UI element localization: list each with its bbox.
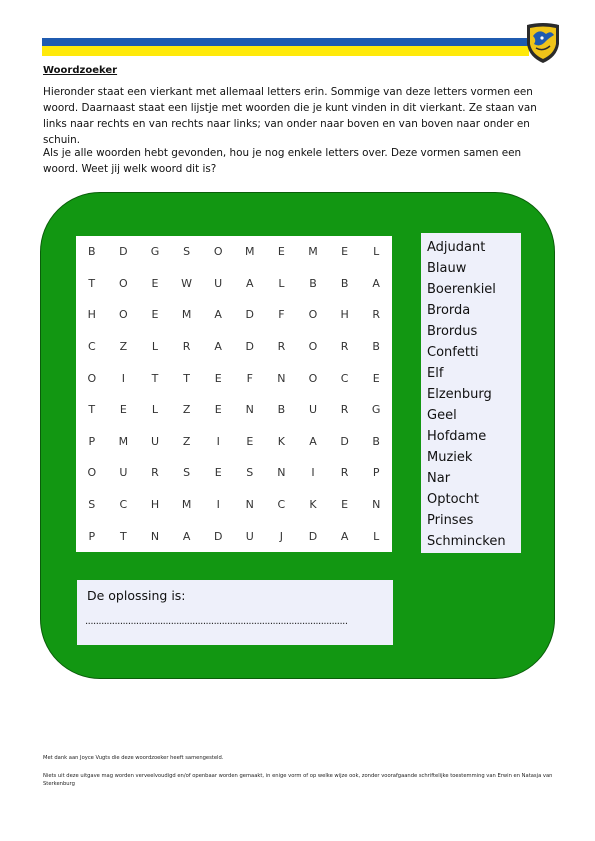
grid-cell[interactable]: N (245, 403, 254, 417)
grid-cell[interactable]: A (214, 340, 222, 354)
word-list-item: Blauw (427, 261, 467, 276)
grid-cell[interactable]: I (311, 466, 315, 480)
grid-cell[interactable]: T (183, 371, 190, 385)
grid-cell[interactable]: A (372, 276, 380, 290)
grid-cell[interactable]: O (308, 308, 318, 322)
grid-cell[interactable]: R (277, 340, 286, 354)
grid-cell[interactable]: M (181, 498, 192, 512)
grid-cell[interactable]: R (372, 308, 381, 322)
grid-cell[interactable]: R (340, 340, 349, 354)
grid-cell[interactable]: C (119, 498, 128, 512)
copyright-note: Niets uit deze uitgave mag worden verveelvoudigd en/of openbaar worden gemaakt, in enige vorm of op welke wijze ook, zonder voorafgaande schriftelijke toestemming van Erwin en Natasja van Sterkenburg (43, 773, 553, 787)
grid-cell[interactable]: B (340, 276, 349, 290)
grid-cell[interactable]: D (308, 529, 318, 543)
word-list-item: Elf (427, 366, 444, 381)
grid-cell[interactable]: O (213, 245, 223, 259)
grid-cell[interactable]: S (88, 498, 96, 512)
grid-cell[interactable]: B (372, 340, 380, 354)
page-title: Woordzoeker (43, 65, 118, 76)
grid-cell[interactable]: D (213, 529, 223, 543)
grid-cell[interactable]: A (309, 434, 317, 448)
grid-cell[interactable]: C (277, 498, 286, 512)
grid-cell[interactable]: U (245, 529, 254, 543)
grid-cell[interactable]: A (246, 276, 254, 290)
grid-cell[interactable]: W (181, 276, 193, 290)
grid-cell[interactable]: L (373, 245, 380, 259)
grid-cell[interactable]: I (121, 371, 126, 385)
grid-cell[interactable]: K (277, 434, 285, 448)
word-list-item: Geel (427, 408, 457, 423)
grid-cell[interactable]: U (214, 276, 223, 290)
word-list-item: Prinses (427, 513, 474, 528)
grid-cell[interactable]: L (151, 403, 159, 417)
grid-cell[interactable]: T (88, 276, 96, 290)
grid-cell[interactable]: Z (119, 340, 128, 354)
solution-answer-line[interactable]: .................................................................................................. (85, 616, 348, 627)
grid-cell[interactable]: H (87, 308, 96, 322)
grid-cell[interactable]: C (87, 340, 96, 354)
grid-cell[interactable]: E (246, 434, 254, 448)
grid-cell[interactable]: P (88, 434, 96, 448)
grid-cell[interactable]: M (308, 245, 318, 259)
grid-cell[interactable]: E (341, 498, 349, 512)
word-list-item: Brordus (427, 324, 478, 339)
grid-cell[interactable]: B (372, 434, 380, 448)
grid-cell[interactable]: B (88, 245, 96, 259)
solution-label: De oplossing is: (87, 588, 186, 603)
grid-cell[interactable]: T (151, 371, 159, 385)
grid-cell[interactable]: B (277, 403, 286, 417)
grid-cell[interactable]: H (340, 308, 349, 322)
grid-cell[interactable]: S (183, 466, 191, 480)
grid-cell[interactable]: F (246, 371, 253, 385)
grid-cell[interactable]: I (216, 434, 220, 448)
grid-cell[interactable]: J (279, 529, 284, 543)
header-band-yellow (42, 46, 529, 56)
grid-cell[interactable]: E (151, 308, 159, 322)
credits-note: Met dank aan Joyce Vugts die deze woordzoeker heeft samengesteld. (43, 755, 224, 761)
grid-cell[interactable]: D (340, 434, 349, 448)
grid-cell[interactable]: N (245, 498, 254, 512)
grid-cell[interactable]: F (278, 308, 285, 322)
grid-cell[interactable]: T (120, 529, 127, 543)
grid-cell[interactable]: C (340, 371, 349, 385)
word-list-item: Boerenkiel (427, 282, 496, 297)
grid-cell[interactable]: R (340, 403, 349, 417)
grid-cell[interactable]: K (309, 498, 317, 512)
grid-cell[interactable]: S (246, 466, 254, 480)
question-paragraph: Als je alle woorden hebt gevonden, hou je nog enkele letters over. Deze vormen samen een woord. Weet jij welk woord dit is? (43, 147, 522, 175)
grid-cell[interactable]: P (372, 466, 380, 480)
grid-cell[interactable]: E (277, 245, 285, 259)
grid-cell[interactable]: N (150, 529, 160, 543)
grid-cell[interactable]: E (214, 403, 222, 417)
grid-cell[interactable]: M (181, 308, 192, 322)
grid-cell[interactable]: A (214, 308, 222, 322)
grid-cell[interactable]: O (119, 276, 128, 290)
grid-cell[interactable]: O (87, 466, 97, 480)
grid-cell[interactable]: O (308, 340, 318, 354)
grid-cell[interactable]: N (277, 371, 286, 385)
grid-cell[interactable]: D (119, 245, 128, 259)
grid-cell[interactable]: S (183, 245, 191, 259)
word-list-item: Elzenburg (427, 387, 492, 402)
grid-cell[interactable]: G (150, 245, 160, 259)
word-list-item: Adjudant (427, 240, 486, 255)
solution-box (77, 580, 393, 645)
grid-cell[interactable]: O (308, 371, 318, 385)
grid-cell[interactable]: M (245, 245, 255, 259)
grid-cell[interactable]: A (182, 529, 191, 543)
grid-cell[interactable]: E (151, 276, 159, 290)
word-list-item: Schmincken (427, 534, 506, 549)
word-list-item: Optocht (427, 492, 480, 507)
grid-cell[interactable]: E (214, 466, 222, 480)
word-list-item: Brorda (427, 303, 471, 318)
grid-cell[interactable]: L (278, 276, 285, 290)
grid-cell[interactable]: E (372, 371, 380, 385)
word-list-item: Nar (427, 471, 451, 486)
grid-cell[interactable]: O (87, 371, 97, 385)
grid-cell[interactable]: U (150, 434, 160, 448)
grid-cell[interactable]: T (88, 403, 96, 417)
word-list-item: Hofdame (427, 429, 487, 444)
grid-cell[interactable]: O (119, 308, 128, 322)
grid-cell[interactable]: M (118, 434, 129, 448)
grid-cell[interactable]: I (216, 498, 220, 512)
grid-cell[interactable]: B (309, 276, 317, 290)
grid-cell[interactable]: R (151, 466, 159, 480)
grid-cell[interactable]: Z (182, 434, 191, 448)
grid-cell[interactable]: Z (182, 403, 191, 417)
word-list (421, 233, 521, 553)
grid-cell[interactable]: H (150, 498, 160, 512)
grid-cell[interactable]: G (371, 403, 381, 417)
letter-grid (76, 236, 392, 552)
grid-cell[interactable]: L (151, 340, 159, 354)
word-list-item: Confetti (427, 345, 479, 360)
grid-cell[interactable]: R (340, 466, 349, 480)
word-list-item: Muziek (427, 450, 473, 465)
jester-shield-icon (524, 22, 562, 64)
grid-cell[interactable]: R (182, 340, 191, 354)
grid-cell[interactable]: U (308, 403, 318, 417)
grid-cell[interactable]: L (373, 529, 380, 543)
header-band-blue (42, 38, 529, 46)
grid-cell[interactable]: U (119, 466, 128, 480)
grid-cell[interactable]: D (245, 340, 255, 354)
grid-cell[interactable]: D (245, 308, 255, 322)
grid-cell[interactable]: E (119, 403, 127, 417)
grid-cell[interactable]: N (372, 498, 381, 512)
grid-cell[interactable]: N (277, 466, 286, 480)
grid-cell[interactable]: P (88, 529, 96, 543)
grid-cell[interactable]: E (214, 371, 222, 385)
intro-paragraph: Hieronder staat een vierkant met allemaal letters erin. Sommige van deze letters vormen een woord. Daarnaast staat een lijstje met woorden die je kunt vinden in dit vierkant. Ze staan van links naar rechts en van rechts naar links; van onder naar boven en van boven naar onder en schuin. (43, 86, 537, 146)
grid-cell[interactable]: E (341, 245, 349, 259)
grid-cell[interactable]: A (340, 529, 349, 543)
